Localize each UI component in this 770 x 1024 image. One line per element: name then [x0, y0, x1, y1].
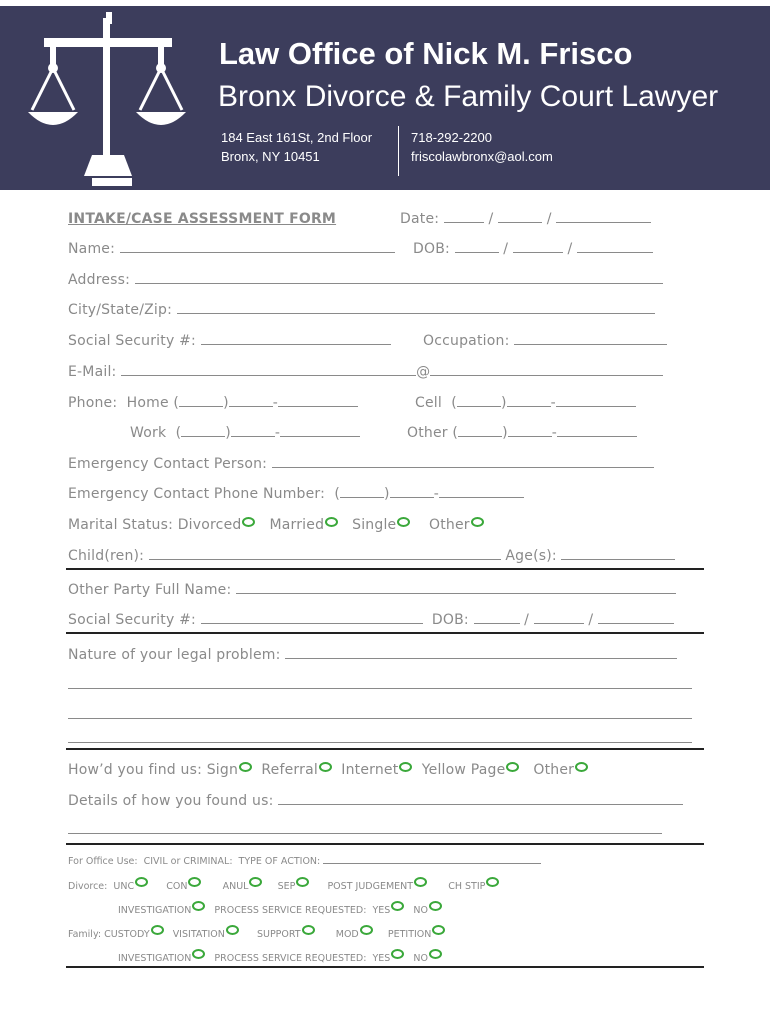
ssn-field[interactable] [201, 333, 391, 345]
marital-married-radio[interactable] [325, 517, 338, 527]
firm-phone: 718-292-2200 [411, 130, 492, 145]
nature-field-3[interactable] [68, 707, 692, 719]
phone-cell-row: Cell ( ) - [415, 395, 636, 411]
nature-line-4 [68, 731, 692, 747]
divorce-sep-label: SEP [277, 881, 296, 892]
details-line-2 [68, 822, 662, 838]
email-row [68, 364, 663, 380]
family-support-label: SUPPORT [256, 929, 301, 940]
nature-field-4[interactable] [68, 731, 692, 743]
family-yes-radio[interactable] [391, 949, 404, 959]
date-month-field[interactable] [444, 211, 484, 223]
divorce-unc-radio[interactable] [135, 877, 148, 887]
divorce-investigation-label: INVESTIGATION [118, 905, 192, 916]
other-party-row [68, 582, 676, 598]
details-field-2[interactable] [68, 822, 662, 834]
children-label: Child(ren): [68, 548, 145, 564]
email-label: E-Mail: [68, 364, 117, 380]
address-line-2: Bronx, NY 10451 [221, 149, 320, 164]
other-area-field[interactable] [458, 425, 502, 437]
marital-other-radio[interactable] [471, 517, 484, 527]
divorce-anul-label: ANUL [222, 881, 249, 892]
occupation-row [423, 333, 667, 349]
date-row: Date: / / [400, 211, 651, 227]
children-row [68, 548, 675, 564]
divorce-con-radio[interactable] [188, 877, 201, 887]
find-sign-label: Sign [206, 762, 239, 778]
emergency-phone-row: Emergency Contact Phone Number: ( ) - [68, 486, 524, 502]
find-referral-radio[interactable] [319, 762, 332, 772]
phone-work-row: Work ( ) - [130, 425, 360, 441]
firm-email: friscolawbronx@aol.com [411, 149, 553, 164]
divorce-yes-radio[interactable] [391, 901, 404, 911]
firm-address [221, 128, 372, 166]
family-petition-label: PETITION [387, 929, 432, 940]
nature-line-3 [68, 707, 692, 723]
name-label: Name: [68, 241, 116, 257]
divorce-unc-label: UNC [113, 881, 135, 892]
section-divider-5 [66, 966, 704, 968]
letterhead [0, 6, 770, 190]
section-divider-4 [66, 843, 704, 845]
dob-label: DOB: [413, 241, 450, 257]
other-dob-day-field[interactable] [534, 612, 584, 624]
address-row [68, 272, 663, 288]
home-area-field[interactable] [179, 395, 223, 407]
family-mod-label: MOD [335, 929, 359, 940]
occupation-label: Occupation: [423, 333, 510, 349]
ssn-row [68, 333, 391, 349]
find-other-label: Other [533, 762, 575, 778]
form-title: INTAKE/CASE ASSESSMENT FORM [68, 211, 337, 227]
email-domain-field[interactable] [430, 364, 663, 376]
firm-name: Law Office of Nick M. Frisco [219, 36, 633, 71]
family-label: Family: [68, 929, 102, 940]
work-area-field[interactable] [181, 425, 225, 437]
nature-label: Nature of your legal problem: [68, 647, 281, 663]
divorce-ch-stip-radio[interactable] [486, 877, 499, 887]
family-custody-radio[interactable] [151, 925, 164, 935]
divorce-no-radio[interactable] [429, 901, 442, 911]
family-no-label: NO [413, 953, 428, 964]
divorce-post-judgement-radio[interactable] [414, 877, 427, 887]
divorce-ch-stip-label: CH STIP [448, 881, 486, 892]
family-mod-radio[interactable] [360, 925, 373, 935]
type-of-action-field[interactable] [323, 855, 541, 864]
family-investigation-row [118, 949, 442, 964]
marital-divorced-radio[interactable] [242, 517, 255, 527]
occupation-field[interactable] [514, 333, 667, 345]
scales-of-justice-icon [28, 10, 198, 190]
home-label: Home [126, 395, 169, 411]
firm-subtitle: Bronx Divorce & Family Court Lawyer [218, 80, 719, 113]
divorce-label: Divorce: [68, 881, 108, 892]
date-year-field[interactable] [556, 211, 651, 223]
other-number-field[interactable] [557, 425, 637, 437]
find-referral-label: Referral [261, 762, 318, 778]
family-yes-label: YES [372, 953, 391, 964]
divorce-con-label: CON [166, 881, 188, 892]
find-internet-label: Internet [341, 762, 399, 778]
family-process-service-label: PROCESS SERVICE REQUESTED: [214, 953, 367, 964]
family-investigation-label: INVESTIGATION [118, 953, 192, 964]
dob-month-field[interactable] [455, 241, 499, 253]
emergency-prefix-field[interactable] [390, 486, 434, 498]
find-yellow-page-label: Yellow Page [421, 762, 506, 778]
divorce-row [68, 877, 499, 892]
other-party-field[interactable] [236, 582, 676, 594]
other-phone-label: Other [407, 425, 448, 441]
family-investigation-radio[interactable] [192, 949, 205, 959]
family-petition-radio[interactable] [432, 925, 445, 935]
name-field[interactable] [120, 241, 395, 253]
cell-area-field[interactable] [457, 395, 501, 407]
work-number-field[interactable] [280, 425, 360, 437]
nature-row [68, 647, 677, 663]
section-divider-3 [66, 748, 704, 750]
family-custody-label: CUSTODY [104, 929, 150, 940]
other-party-label: Other Party Full Name: [68, 582, 232, 598]
home-prefix-field[interactable] [229, 395, 273, 407]
marital-single-radio[interactable] [397, 517, 410, 527]
city-state-zip-field[interactable] [177, 302, 655, 314]
divorce-investigation-radio[interactable] [192, 901, 205, 911]
date-day-field[interactable] [498, 211, 542, 223]
address-label: Address: [68, 272, 131, 288]
find-label: How’d you find us: [68, 762, 203, 778]
marital-single-label: Single [352, 517, 397, 533]
dob-day-field[interactable] [513, 241, 563, 253]
find-yellow-page-radio[interactable] [506, 762, 519, 772]
section-divider-2 [66, 632, 704, 634]
divorce-post-judgement-label: POST JUDGEMENT [327, 881, 414, 892]
details-label: Details of how you found us: [68, 793, 274, 809]
phone-other-row: Other ( ) - [407, 425, 637, 441]
find-other-radio[interactable] [575, 762, 588, 772]
at-sign: @ [416, 364, 431, 380]
emergency-number-field[interactable] [439, 486, 524, 498]
other-prefix-field[interactable] [508, 425, 552, 437]
phone-home-row: Phone: Home ( ) - [68, 395, 358, 411]
family-visitation-label: VISITATION [172, 929, 225, 940]
nature-field-2[interactable] [68, 677, 692, 689]
family-visitation-radio[interactable] [226, 925, 239, 935]
address-field[interactable] [135, 272, 663, 284]
address-line-1: 184 East 161St, 2nd Floor [221, 130, 373, 145]
divorce-no-label: NO [413, 905, 428, 916]
divorce-process-service-label: PROCESS SERVICE REQUESTED: [214, 905, 367, 916]
details-row [68, 793, 683, 809]
family-row [68, 925, 445, 940]
divorce-investigation-row [118, 901, 442, 916]
cell-label: Cell [415, 395, 442, 411]
cell-prefix-field[interactable] [507, 395, 551, 407]
cell-number-field[interactable] [556, 395, 636, 407]
dob-year-field[interactable] [577, 241, 653, 253]
title-row [68, 211, 336, 227]
ssn-label: Social Security #: [68, 333, 196, 349]
divorce-yes-label: YES [372, 905, 391, 916]
family-support-radio[interactable] [302, 925, 315, 935]
emergency-area-field[interactable] [340, 486, 384, 498]
name-row [68, 241, 395, 257]
marital-label: Marital Status: [68, 517, 174, 533]
other-ssn-label: Social Security #: [68, 612, 196, 628]
find-internet-radio[interactable] [399, 762, 412, 772]
emergency-person-field[interactable] [272, 456, 654, 468]
other-dob-year-field[interactable] [598, 612, 674, 624]
other-ssn-field[interactable] [201, 612, 423, 624]
date-label: Date: [400, 211, 440, 227]
firm-contact [411, 128, 553, 166]
home-number-field[interactable] [278, 395, 358, 407]
marital-married-label: Married [269, 517, 325, 533]
divorce-anul-radio[interactable] [249, 877, 262, 887]
family-no-radio[interactable] [429, 949, 442, 959]
nature-line-2 [68, 677, 692, 693]
nature-field[interactable] [285, 647, 677, 659]
phone-label: Phone: [68, 395, 118, 411]
ages-field[interactable] [561, 548, 675, 560]
other-dob-label: DOB: [431, 612, 469, 628]
office-use-row [68, 855, 541, 867]
divorce-sep-radio[interactable] [296, 877, 309, 887]
emergency-phone-label: Emergency Contact Phone Number: [68, 486, 326, 502]
find-row [68, 762, 588, 778]
other-dob-month-field[interactable] [474, 612, 520, 624]
dob-row: DOB: / / [413, 241, 653, 257]
children-field[interactable] [149, 548, 501, 560]
other-ssn-row: Social Security #: DOB: / / [68, 612, 674, 628]
work-label: Work [130, 425, 167, 441]
marital-row [68, 517, 484, 533]
header-divider [398, 126, 399, 176]
email-user-field[interactable] [121, 364, 416, 376]
city-label: City/State/Zip: [68, 302, 173, 318]
emergency-person-label: Emergency Contact Person: [68, 456, 268, 472]
details-field[interactable] [278, 793, 683, 805]
ages-label: Age(s): [505, 548, 557, 564]
emergency-person-row [68, 456, 654, 472]
section-divider-1 [66, 568, 704, 570]
office-use-label: For Office Use: CIVIL or CRIMINAL: TYPE OF ACTION: [68, 856, 321, 867]
work-prefix-field[interactable] [231, 425, 275, 437]
city-row [68, 302, 655, 318]
marital-divorced-label: Divorced [177, 517, 242, 533]
find-sign-radio[interactable] [239, 762, 252, 772]
marital-other-label: Other [428, 517, 470, 533]
